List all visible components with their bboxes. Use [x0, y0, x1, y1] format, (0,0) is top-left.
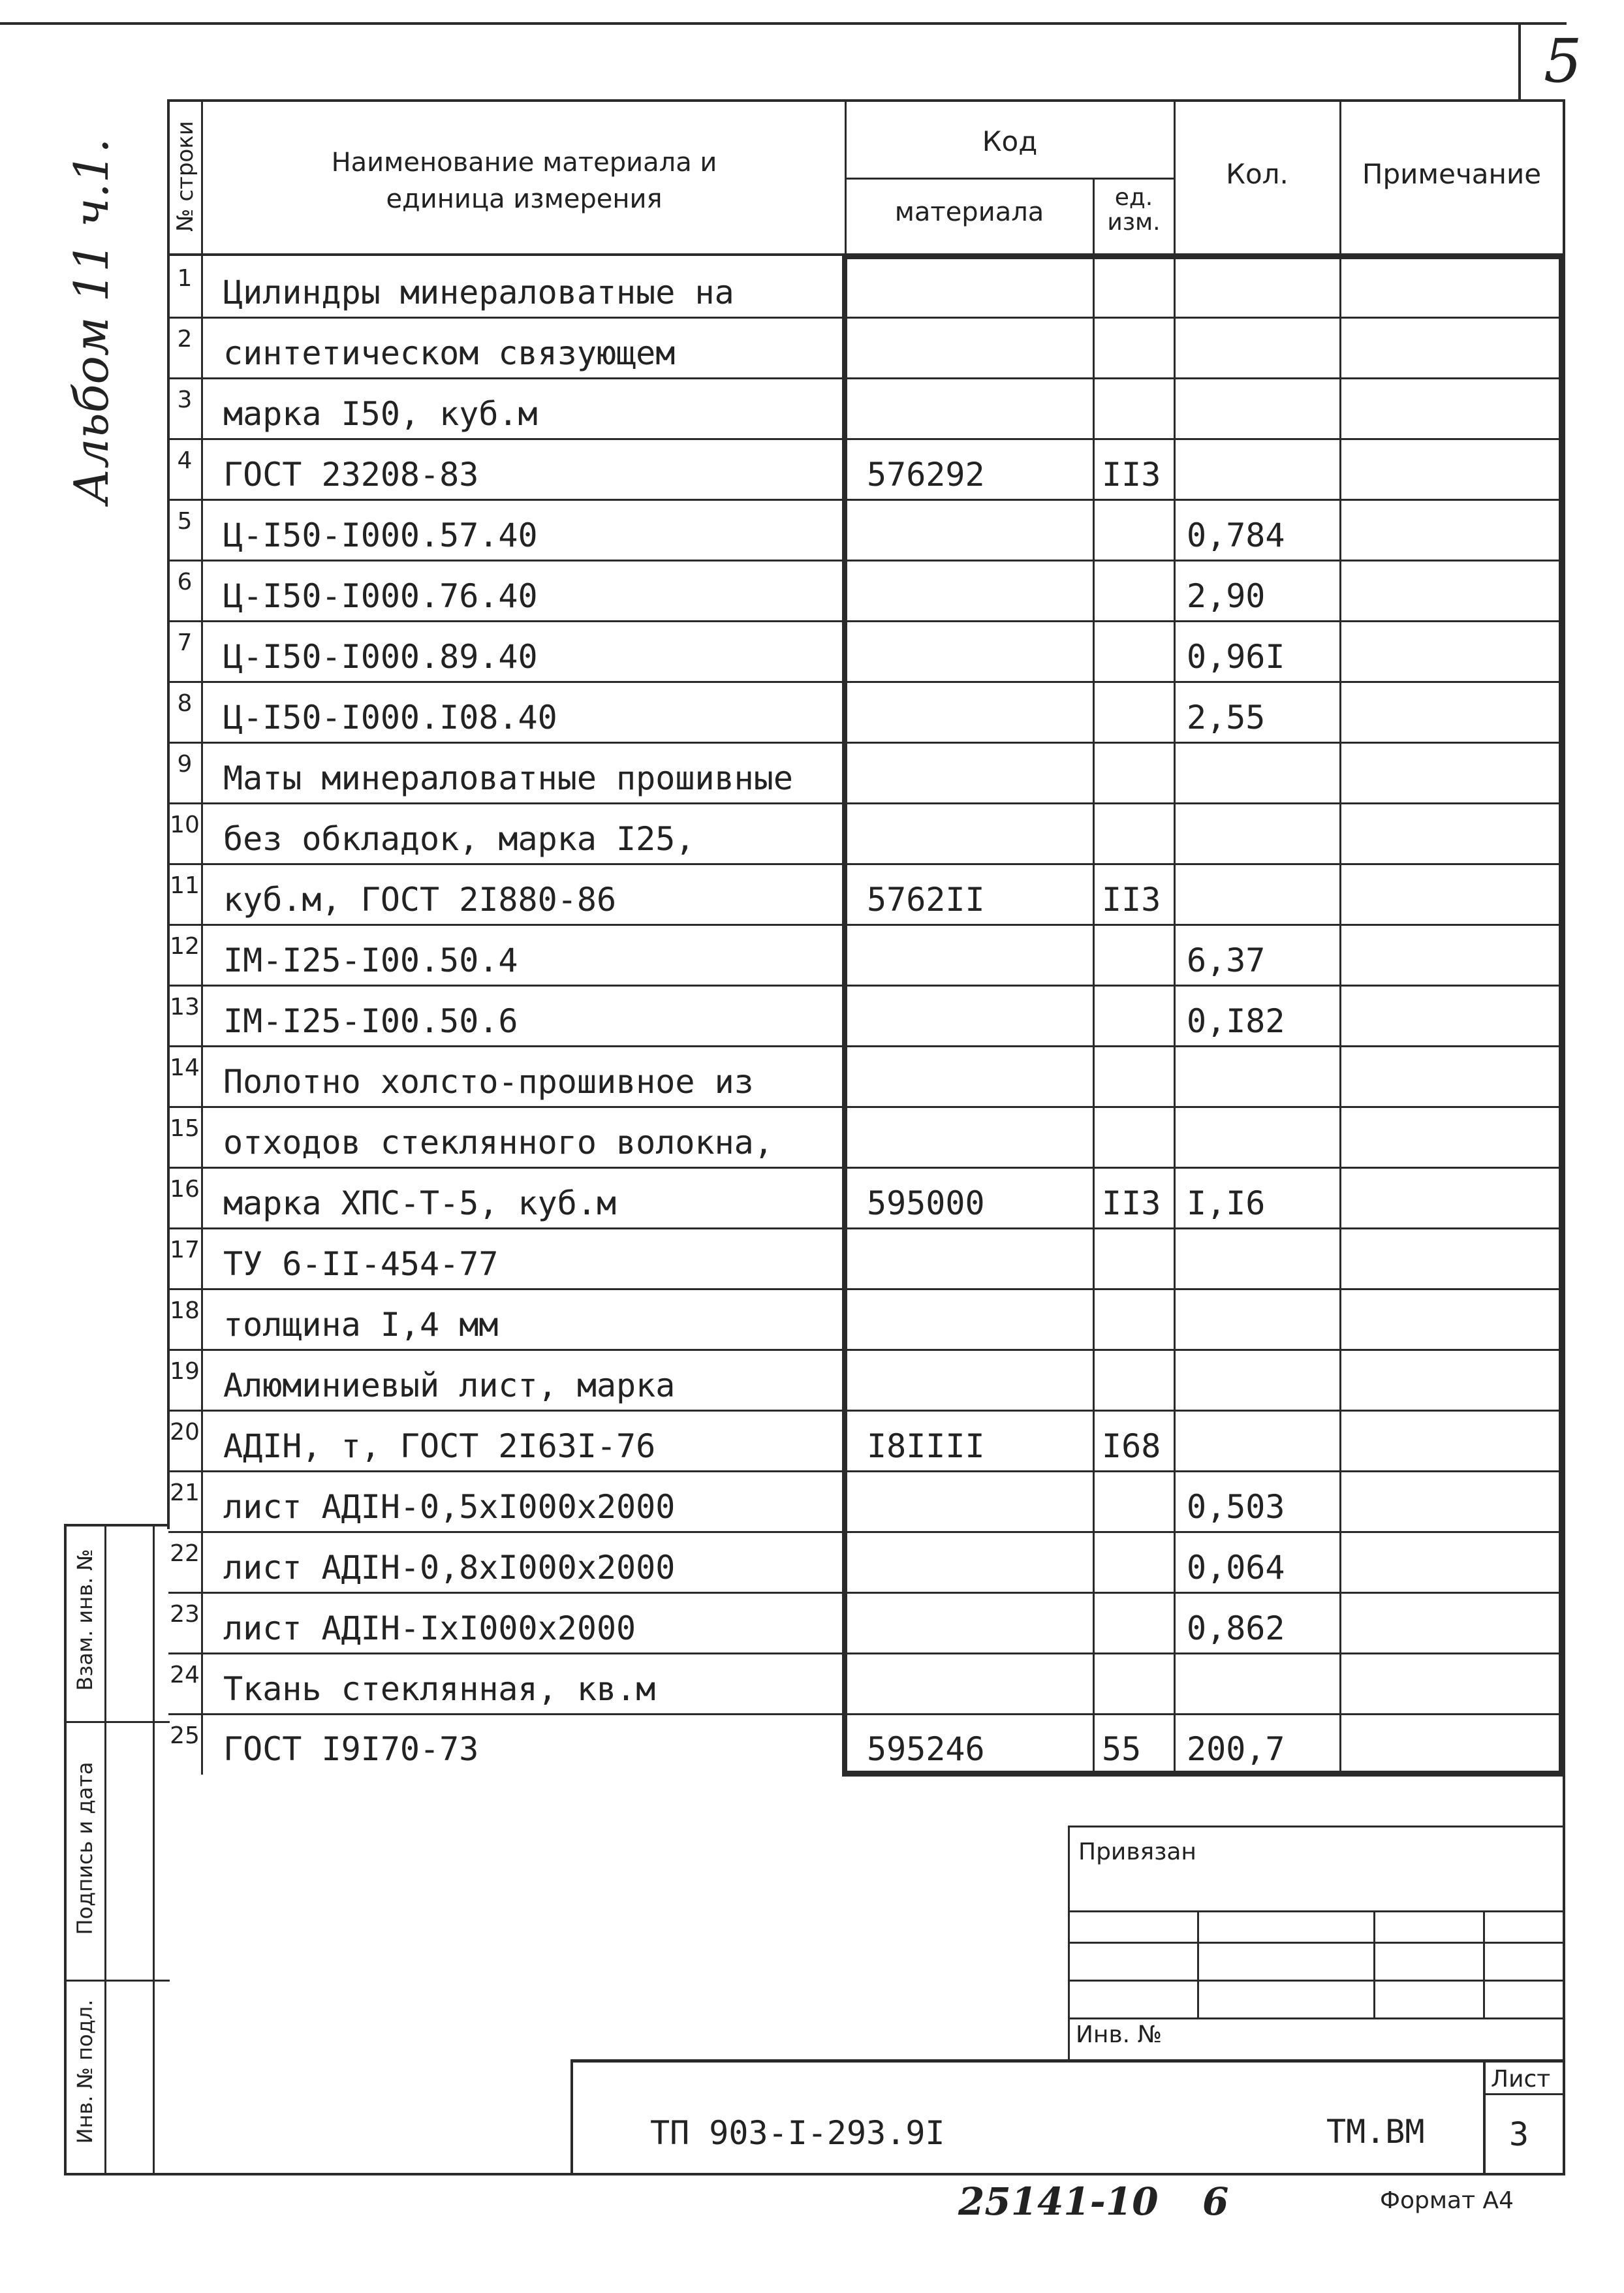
stamp-grid-h4 — [1068, 2017, 1564, 2019]
row-separator — [168, 377, 1561, 379]
row-separator — [168, 1653, 1561, 1654]
header-note: Примечание — [1362, 158, 1542, 190]
row-material-name: лист АДIН-0,8хI000х2000 — [223, 1549, 676, 1587]
header-name-line2: единица измерения — [386, 184, 663, 214]
frame-top — [168, 99, 1565, 102]
row-number: 1 — [177, 265, 193, 292]
stamp-privyazan-top — [1068, 1826, 1564, 1827]
row-material-name: лист АДIН-0,5хI000х2000 — [223, 1488, 676, 1526]
row-separator — [168, 1410, 1561, 1412]
row-material-code: 5762II — [867, 881, 985, 919]
stamp-inv-no: Инв. № — [1076, 2021, 1163, 2048]
row-number: 17 — [170, 1237, 200, 1263]
row-separator — [168, 1288, 1561, 1290]
stamp-grid-v3 — [1483, 1910, 1485, 2019]
stamp-sheet-number: 3 — [1509, 2115, 1529, 2153]
row-number: 20 — [170, 1419, 200, 1446]
album-side-note: Альбом 11 ч.1. — [64, 138, 119, 504]
header-name-line1: Наименование материала и — [331, 148, 717, 178]
row-number: 23 — [170, 1601, 200, 1628]
row-material-name: Ткань стеклянная, кв.м — [223, 1670, 656, 1708]
row-separator — [168, 802, 1561, 804]
row-number: 3 — [177, 387, 193, 413]
strip-left — [64, 1524, 67, 2175]
stamp-document-mark: ТМ.ВМ — [1326, 2113, 1425, 2151]
row-material-name: Ц-I50-I000.I08.40 — [223, 699, 557, 736]
row-separator — [168, 863, 1561, 865]
row-separator — [168, 681, 1561, 683]
stamp-sheet-left — [1483, 2059, 1486, 2174]
row-number: 22 — [170, 1540, 200, 1567]
row-material-name: ГОСТ I9I70-73 — [223, 1730, 479, 1768]
row-separator — [168, 985, 1561, 987]
body-bold-bottom — [842, 1771, 1565, 1777]
header-code: Код — [982, 125, 1038, 157]
footer-sheet: 6 — [1202, 2179, 1229, 2224]
row-separator — [168, 1349, 1561, 1351]
row-separator — [168, 1470, 1561, 1472]
row-separator — [168, 1167, 1561, 1169]
strip-sep1 — [64, 1721, 170, 1723]
row-quantity: 200,7 — [1187, 1730, 1285, 1768]
stamp-privyazan-left — [1068, 1826, 1070, 2062]
row-material-name: Алюминиевый лист, марка — [223, 1367, 676, 1404]
body-bold-top — [843, 253, 1565, 259]
row-number: 7 — [177, 629, 193, 656]
body-col-note — [1339, 256, 1341, 1773]
frame-bottom — [64, 2173, 1565, 2175]
row-separator — [168, 1592, 1561, 1594]
row-unit-code: II3 — [1102, 881, 1161, 919]
row-quantity: 0,503 — [1187, 1488, 1285, 1526]
body-bold-right — [1559, 253, 1565, 1776]
row-quantity: 0,96I — [1187, 638, 1285, 676]
row-number: 6 — [177, 569, 193, 595]
row-material-name: Ц-I50-I000.89.40 — [223, 638, 538, 676]
stamp-privyazan: Привязан — [1078, 1839, 1196, 1865]
row-number: 24 — [170, 1662, 200, 1688]
page-number: 5 — [1544, 26, 1582, 96]
stamp-grid-h2 — [1068, 1942, 1564, 1944]
row-separator — [168, 620, 1561, 622]
row-quantity: 6,37 — [1187, 941, 1266, 979]
row-separator — [168, 1713, 1561, 1715]
stamp-main-top — [570, 2059, 1565, 2063]
body-bold-left — [842, 253, 847, 1776]
row-separator — [168, 317, 1561, 319]
label-inv-podl: Инв. № подл. — [72, 1999, 97, 2144]
row-quantity: 2,55 — [1187, 699, 1266, 736]
label-vzam-inv: Взам. инв. № — [72, 1549, 97, 1691]
row-number: 25 — [170, 1722, 200, 1749]
body-row-number-col — [201, 253, 203, 1775]
row-separator — [168, 1106, 1561, 1108]
row-quantity: 0,I82 — [1187, 1002, 1285, 1040]
row-material-name: ТУ 6-II-454-77 — [223, 1245, 499, 1283]
header-unit-line1: ед. — [1114, 184, 1153, 211]
row-material-code: 595246 — [867, 1730, 985, 1768]
strip-inner — [153, 1524, 155, 2175]
row-material-name: Цилиндры минераловатные на — [223, 274, 734, 311]
row-number: 21 — [170, 1479, 200, 1506]
footer-number: 25141-10 — [958, 2179, 1159, 2224]
row-number: 14 — [170, 1054, 200, 1081]
header-code-split — [845, 178, 1175, 180]
stamp-grid-v1 — [1197, 1910, 1199, 2019]
row-number: 2 — [177, 326, 193, 353]
top-rule — [0, 22, 1567, 25]
row-unit-code: 55 — [1102, 1730, 1142, 1768]
row-separator — [168, 1045, 1561, 1047]
header-quantity: Кол. — [1226, 158, 1288, 190]
header-unit-line2: изм. — [1107, 209, 1161, 236]
row-material-name: Ц-I50-I000.76.40 — [223, 577, 538, 615]
stamp-grid-v2 — [1373, 1910, 1375, 2019]
row-number: 15 — [170, 1115, 200, 1142]
header-row-number: № строки — [172, 121, 198, 232]
row-quantity: 0,862 — [1187, 1609, 1285, 1647]
row-separator — [168, 1227, 1561, 1229]
row-unit-code: II3 — [1102, 1184, 1161, 1222]
stamp-grid-h3 — [1068, 1980, 1564, 1982]
header-col-rowno — [201, 99, 203, 256]
row-material-code: 576292 — [867, 456, 985, 494]
row-material-name: толщина I,4 мм — [223, 1306, 499, 1344]
row-unit-code: I68 — [1102, 1427, 1161, 1465]
row-material-name: синтетическом связующем — [223, 334, 676, 372]
row-number: 12 — [170, 933, 200, 960]
row-material-name: марка ХПС-Т-5, куб.м — [223, 1184, 617, 1222]
row-material-name: IM-I25-I00.50.4 — [223, 941, 518, 979]
row-quantity: I,I6 — [1187, 1184, 1266, 1222]
row-separator — [168, 924, 1561, 926]
stamp-sheet-split — [1483, 2093, 1564, 2095]
page-number-divider — [1518, 22, 1521, 99]
row-number: 13 — [170, 994, 200, 1020]
row-material-name: Маты минераловатные прошивные — [223, 759, 793, 797]
row-number: 5 — [177, 508, 193, 535]
row-separator — [168, 742, 1561, 744]
row-material-code: I8IIII — [867, 1427, 985, 1465]
row-material-code: 595000 — [867, 1184, 985, 1222]
row-separator — [168, 560, 1561, 561]
footer-format: Формат А4 — [1380, 2187, 1514, 2214]
row-material-name: АДIН, т, ГОСТ 2I63I-76 — [223, 1427, 656, 1465]
row-material-name: Полотно холсто-прошивное из — [223, 1063, 754, 1101]
stamp-sheet-label: Лист — [1491, 2066, 1551, 2093]
row-material-name: Ц-I50-I000.57.40 — [223, 516, 538, 554]
row-number: 4 — [177, 447, 193, 474]
row-material-name: без обкладок, марка I25, — [223, 820, 695, 858]
stamp-main-left — [570, 2059, 573, 2174]
row-material-name: IM-I25-I00.50.6 — [223, 1002, 518, 1040]
row-separator — [168, 438, 1561, 440]
row-material-name: куб.м, ГОСТ 2I880-86 — [223, 881, 617, 919]
row-number: 11 — [170, 872, 200, 899]
row-quantity: 0,064 — [1187, 1549, 1285, 1587]
row-quantity: 0,784 — [1187, 516, 1285, 554]
row-unit-code: II3 — [1102, 456, 1161, 494]
strip-divider — [104, 1524, 106, 2175]
row-separator — [168, 1531, 1561, 1533]
row-material-name: марка I50, куб.м — [223, 395, 538, 433]
row-material-name: отходов стеклянного волокна, — [223, 1124, 773, 1162]
body-col-unit — [1093, 256, 1095, 1773]
row-number: 10 — [170, 812, 200, 838]
row-number: 18 — [170, 1297, 200, 1324]
label-podpis-data: Подпись и дата — [72, 1762, 97, 1935]
header-material: материала — [894, 197, 1044, 227]
row-number: 19 — [170, 1358, 200, 1385]
row-number: 9 — [177, 751, 193, 778]
body-col-qty — [1174, 256, 1176, 1773]
stamp-document-code: ТП 903-I-293.9I — [650, 2114, 945, 2152]
row-quantity: 2,90 — [1187, 577, 1266, 615]
row-separator — [168, 499, 1561, 501]
row-material-name: ГОСТ 23208-83 — [223, 456, 479, 494]
row-number: 16 — [170, 1176, 200, 1203]
stamp-grid-h1 — [1068, 1910, 1564, 1912]
row-number: 8 — [177, 690, 193, 717]
row-material-name: лист АДIН-IхI000х2000 — [223, 1609, 636, 1647]
